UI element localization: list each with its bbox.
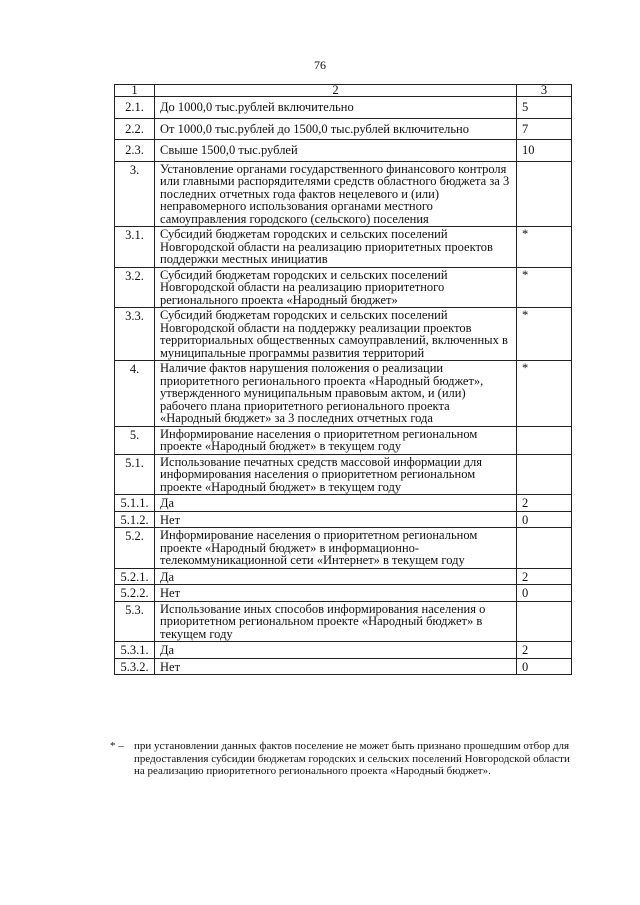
row-value [517, 601, 572, 642]
row-number: 2.1. [115, 97, 155, 119]
row-number: 3.3. [115, 308, 155, 361]
row-text: Наличие фактов нарушения положения о реализации приоритетного регионального проекта «Народный бюджет», утвержденного муниципальным правовым актом, и (или) рабочего плана приоритетного регионального проекта «Народный бюджет» за 3 последних отчетных года [155, 361, 517, 427]
table-row [115, 308, 572, 361]
row-value: 2 [517, 568, 572, 585]
table-body [115, 85, 572, 675]
row-value: 2 [517, 495, 572, 512]
row-number: 5.3.2. [115, 658, 155, 675]
row-text: Да [155, 495, 517, 512]
row-number: 3. [115, 161, 155, 227]
row-value [517, 528, 572, 569]
row-number: 3.2. [115, 267, 155, 308]
row-number: 5.2.2. [115, 585, 155, 602]
row-number: 5.1.1. [115, 495, 155, 512]
row-text: Нет [155, 658, 517, 675]
table-row [115, 140, 572, 162]
row-number: 2.2. [115, 118, 155, 140]
row-text: Да [155, 568, 517, 585]
column-header-1: 1 [115, 85, 155, 97]
table-row [115, 267, 572, 308]
footnote [110, 740, 580, 778]
table-row [115, 426, 572, 454]
table-row [115, 528, 572, 569]
table-row [115, 642, 572, 659]
row-text: До 1000,0 тыс.рублей включительно [155, 97, 517, 119]
page-number: 76 [314, 58, 326, 72]
row-text: Нет [155, 511, 517, 528]
table-header-row [115, 85, 572, 97]
row-number: 5.3.1. [115, 642, 155, 659]
row-number: 4. [115, 361, 155, 427]
row-number: 5.1. [115, 454, 155, 495]
row-text: Субсидий бюджетам городских и сельских поселений Новгородской области на реализацию приоритетных проектов поддержки местных инициатив [155, 227, 517, 268]
row-value: * [517, 361, 572, 427]
table-row [115, 511, 572, 528]
table-row [115, 585, 572, 602]
row-number: 5.3. [115, 601, 155, 642]
row-text: От 1000,0 тыс.рублей до 1500,0 тыс.рублей включительно [155, 118, 517, 140]
row-value: * [517, 227, 572, 268]
row-text: Использование печатных средств массовой информации для информирования населения о приоритетном региональном проекте «Народный бюджет» в текущем году [155, 454, 517, 495]
row-value: 0 [517, 511, 572, 528]
row-value: 0 [517, 658, 572, 675]
row-value: * [517, 267, 572, 308]
row-text: Установление органами государственного финансового контроля или главными распорядителями средств областного бюджета за 3 последних отчетных года фактов нецелевого и (или) неправомерного использования органами местного самоуправления городского (сельского) поселения [155, 161, 517, 227]
row-value: 7 [517, 118, 572, 140]
row-text: Использование иных способов информирования населения о приоритетном региональном проекте «Народный бюджет» в текущем году [155, 601, 517, 642]
footnote-marker: * – [110, 740, 124, 752]
row-text: Субсидий бюджетам городских и сельских поселений Новгородской области на реализацию приоритетного регионального проекта «Народный бюджет» [155, 267, 517, 308]
row-value [517, 161, 572, 227]
row-number: 5.2. [115, 528, 155, 569]
row-value: 0 [517, 585, 572, 602]
table-row [115, 161, 572, 227]
row-value: 2 [517, 642, 572, 659]
row-value: * [517, 308, 572, 361]
table-row [115, 495, 572, 512]
row-text: Информирование населения о приоритетном региональном проекте «Народный бюджет» в текущем году [155, 426, 517, 454]
table-row [115, 361, 572, 427]
table-row [115, 97, 572, 119]
table-row [115, 227, 572, 268]
row-text: Свыше 1500,0 тыс.рублей [155, 140, 517, 162]
row-value: 10 [517, 140, 572, 162]
column-header-3: 3 [517, 85, 572, 97]
table-row [115, 568, 572, 585]
row-number: 5.1.2. [115, 511, 155, 528]
row-value: 5 [517, 97, 572, 119]
row-number: 2.3. [115, 140, 155, 162]
row-number: 5.2.1. [115, 568, 155, 585]
row-number: 5. [115, 426, 155, 454]
table-row [115, 658, 572, 675]
table-row [115, 601, 572, 642]
row-text: Нет [155, 585, 517, 602]
table-row [115, 118, 572, 140]
row-text: Субсидий бюджетам городских и сельских поселений Новгородской области на поддержку реализации проектов территориальных общественных самоуправлений, включенных в муниципальные программы развития территорий [155, 308, 517, 361]
criteria-table [114, 84, 572, 675]
row-value [517, 454, 572, 495]
column-header-2: 2 [155, 85, 517, 97]
row-number: 3.1. [115, 227, 155, 268]
row-text: Информирование населения о приоритетном региональном проекте «Народный бюджет» в информационно-телекоммуникационной сети «Интернет» в текущем году [155, 528, 517, 569]
table-row [115, 454, 572, 495]
footnote-text: при установлении данных фактов поселение не может быть признано прошедшим отбор для предоставления субсидии бюджетам городских и сельских поселений Новгородской области на реализацию приоритетного регионального проекта «Народный бюджет». [134, 740, 570, 777]
row-value [517, 426, 572, 454]
row-text: Да [155, 642, 517, 659]
